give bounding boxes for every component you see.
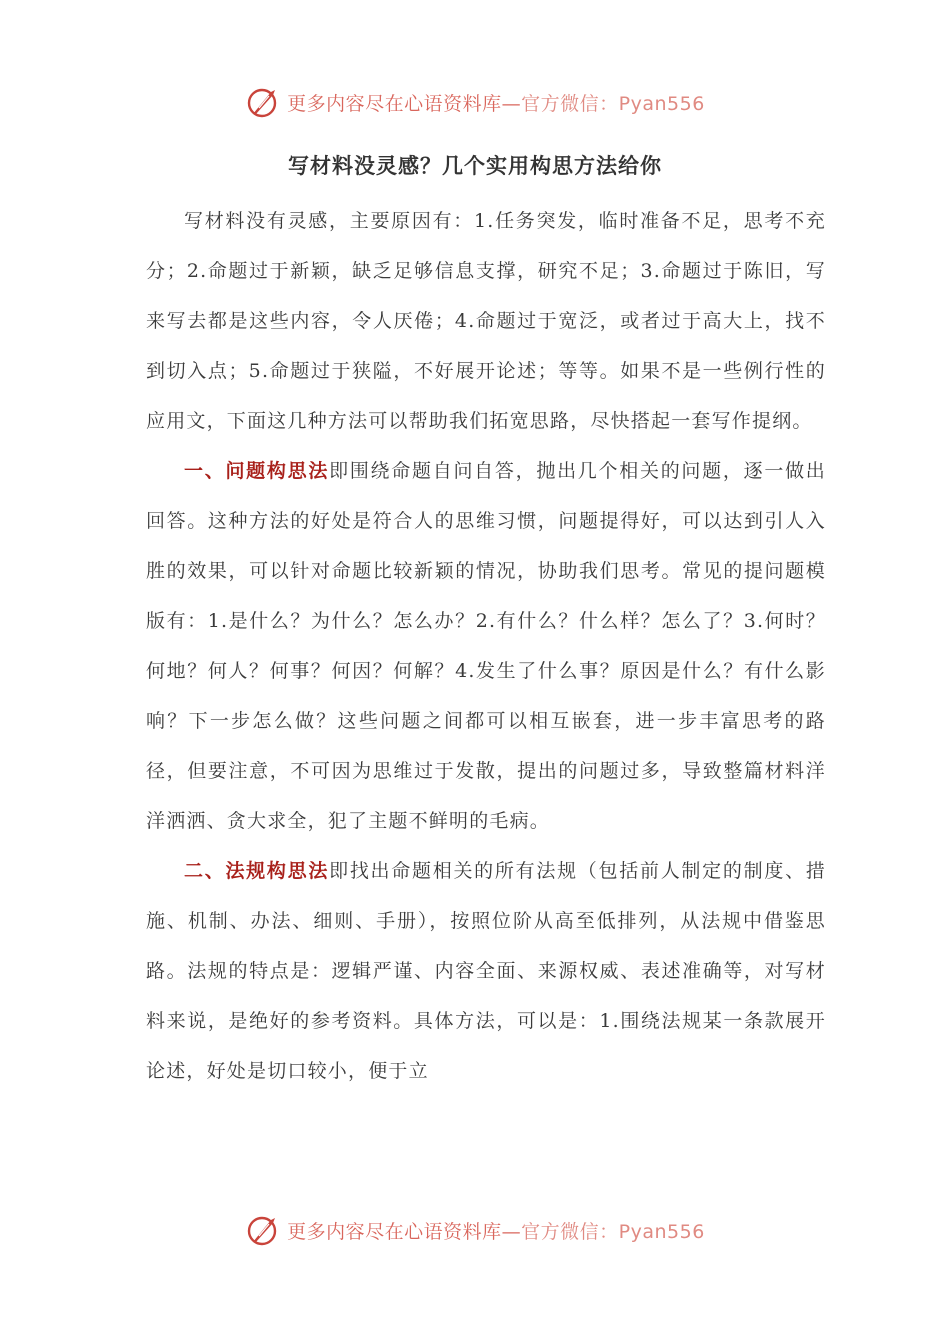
section-heading-1: 一、问题构思法 [184, 460, 330, 482]
section-text-2: 即找出命题相关的所有法规（包括前人制定的制度、措施、机制、办法、细则、手册），按照位阶从高至低排列，从法规中借鉴思路。法规的特点是：逻辑严谨、内容全面、来源权威、表述准确等，对写材料来说，是绝好的参考资料。具体方法，可以是：1.围绕法规某一条款展开论述，好处是切口较小，便于立 [146, 860, 826, 1082]
banner-site-text: 更多内容尽在心语资料库— [287, 92, 522, 115]
document-title: 写材料没灵感？几个实用构思方法给你 [288, 153, 662, 178]
section-paragraph-1 [146, 446, 826, 846]
section-text-1: 即围绕命题自问自答，抛出几个相关的问题，逐一做出回答。这种方法的好处是符合人的思维习惯，问题提得好，可以达到引人入胜的效果，可以针对命题比较新颖的情况，协助我们思考。常见的提问题模版有：1.是什么？为什么？怎么办？2.有什么？什么样？怎么了？3.何时？何地？何人？何事？何因？何解？4.发生了什么事？原因是什么？有什么影响？下一步怎么做？这些问题之间都可以相互嵌套，进一步丰富思考的路径，但要注意，不可因为思维过于发散，提出的问题过多，导致整篇材料洋洋洒洒、贪大求全，犯了主题不鲜明的毛病。 [146, 460, 826, 832]
banner-site-text: 更多内容尽在心语资料库— [287, 1220, 522, 1243]
quill-logo-icon [245, 1212, 281, 1248]
banner-text [287, 89, 705, 116]
section-paragraph-2 [146, 846, 826, 1096]
intro-paragraph: 写材料没有灵感，主要原因有：1.任务突发，临时准备不足，思考不充分；2.命题过于新颖，缺乏足够信息支撑，研究不足；3.命题过于陈旧，写来写去都是这些内容，令人厌倦；4.命题过于宽泛，或者过于高大上，找不到切入点；5.命题过于狭隘，不好展开论述；等等。如果不是一些例行性的应用文，下面这几种方法可以帮助我们拓宽思路，尽快搭起一套写作提纲。 [146, 210, 826, 432]
section-heading-2: 二、法规构思法 [184, 860, 330, 882]
banner-wechat-text: 官方微信：Pyan556 [521, 1220, 705, 1243]
banner-text [287, 1217, 705, 1244]
footer-banner [0, 1210, 950, 1250]
document-body [146, 196, 826, 1096]
header-banner [0, 82, 950, 122]
quill-logo-icon [245, 84, 281, 120]
banner-wechat-text: 官方微信：Pyan556 [521, 92, 705, 115]
